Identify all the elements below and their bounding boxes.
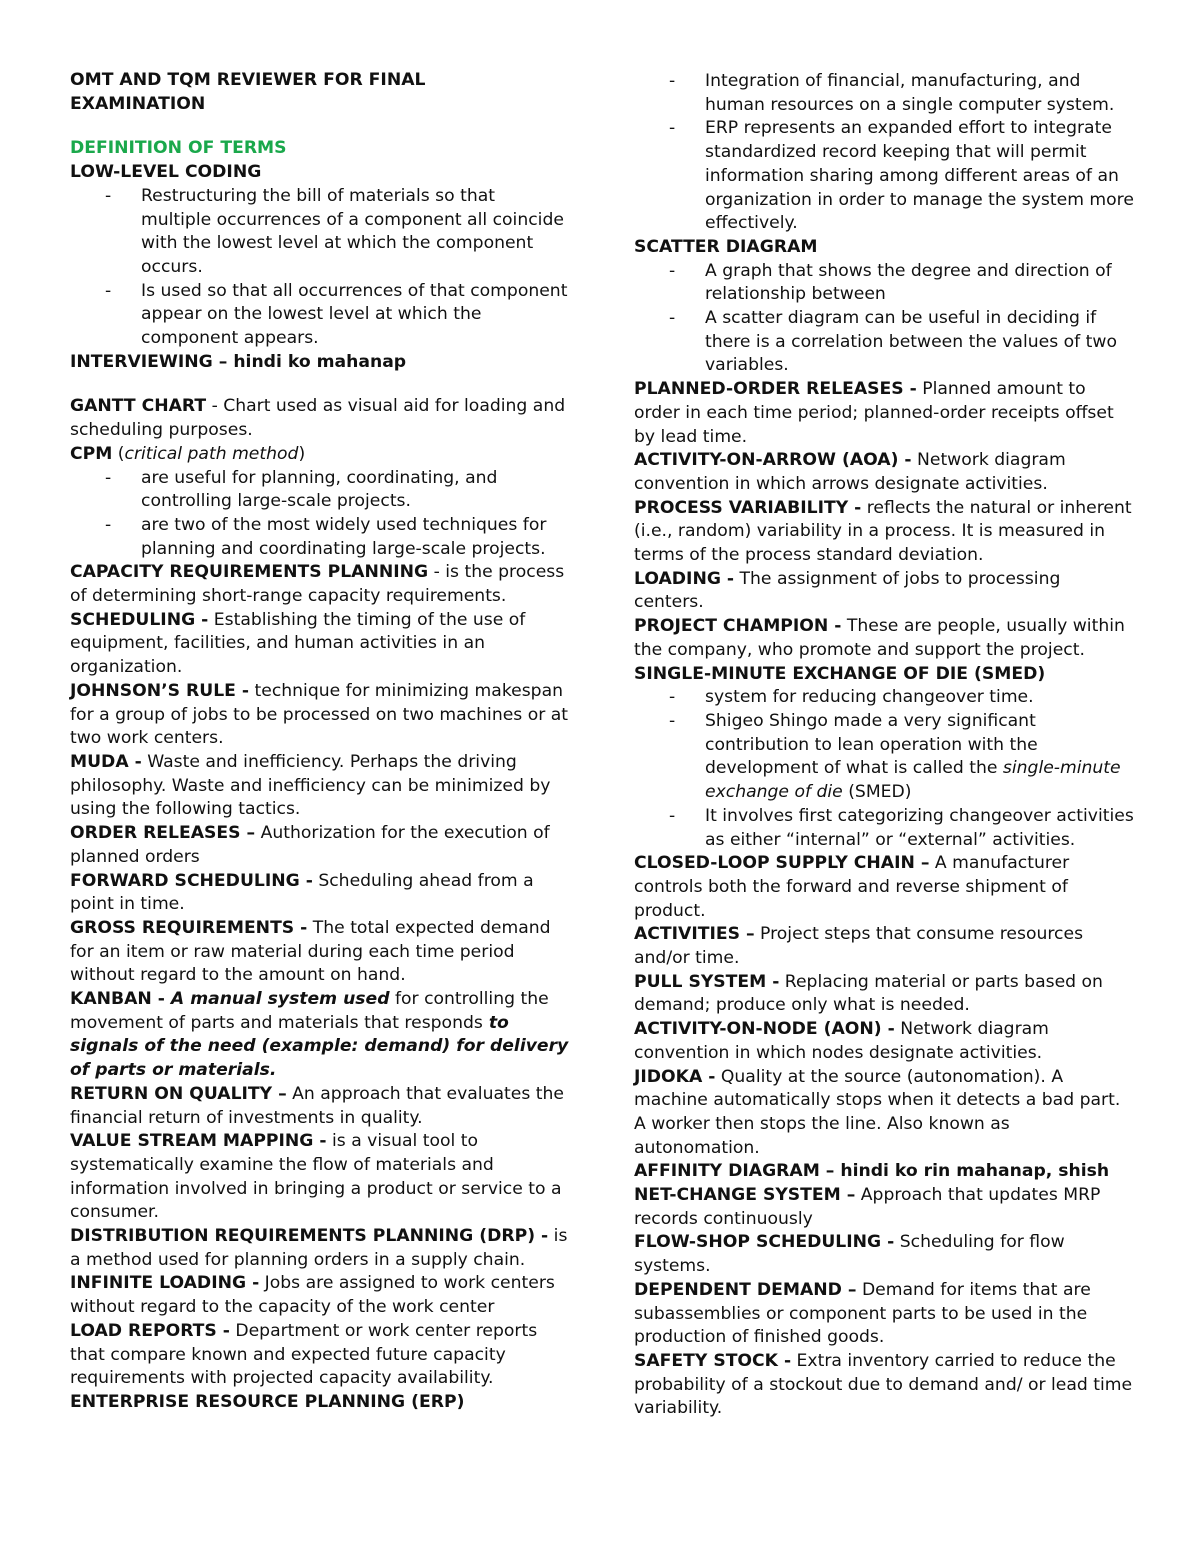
entry-load-reports bbox=[70, 1320, 570, 1391]
term-label: VALUE STREAM MAPPING - bbox=[70, 1131, 327, 1152]
term-label: CAPACITY REQUIREMENTS PLANNING bbox=[70, 562, 429, 583]
entry-forward-scheduling bbox=[70, 870, 570, 917]
entry-order-releases bbox=[70, 822, 570, 869]
term-definition: The total expected demand for an item or raw material during each time period without regard to the amount on hand. bbox=[70, 917, 551, 986]
term-definition: Authorization for the execution of planned orders bbox=[70, 823, 550, 867]
term-label: RETURN ON QUALITY – bbox=[70, 1083, 287, 1104]
entry-activities bbox=[634, 923, 1134, 970]
entry-activity-on-arrow bbox=[634, 449, 1134, 496]
entry-value-stream-mapping bbox=[70, 1130, 570, 1225]
entry-planned-order-releases bbox=[634, 378, 1134, 449]
term-low-level-coding: LOW-LEVEL CODING bbox=[70, 162, 262, 183]
entry-process-variability bbox=[634, 497, 1134, 568]
term-label: FLOW-SHOP SCHEDULING - bbox=[634, 1232, 895, 1253]
entry-drp bbox=[70, 1225, 570, 1272]
entry-scheduling bbox=[70, 609, 570, 680]
term-definition: Waste and inefficiency. Perhaps the driving philosophy. Waste and inefficiency can be minimized by using the following tactics. bbox=[70, 751, 551, 820]
term-definition: Jobs are assigned to work centers without regard to the capacity of the work center bbox=[70, 1273, 555, 1318]
entry-flow-shop-scheduling bbox=[634, 1231, 1134, 1278]
term-label: KANBAN - bbox=[70, 989, 165, 1010]
entry-closed-loop-supply-chain bbox=[634, 852, 1134, 923]
entry-capacity-requirements-planning bbox=[70, 561, 570, 608]
term-smed: SINGLE-MINUTE EXCHANGE OF DIE (SMED) bbox=[634, 663, 1046, 684]
entry-jidoka bbox=[634, 1066, 1134, 1161]
term-label: CLOSED-LOOP SUPPLY CHAIN – bbox=[634, 853, 930, 874]
term-scatter-diagram: SCATTER DIAGRAM bbox=[634, 236, 818, 257]
term-definition: reflects the natural or inherent (i.e., random) variability in a process. It is measured in terms of the process standard deviation. bbox=[634, 497, 1132, 566]
term-definition: is a visual tool to systematically examine the flow of materials and information involved in bringing a product or service to a consumer. bbox=[70, 1131, 562, 1223]
term-label: FORWARD SCHEDULING - bbox=[70, 870, 313, 891]
term-definition: These are people, usually within the company, who promote and support the project. bbox=[634, 616, 1125, 660]
cpm-bullets bbox=[70, 467, 570, 562]
term-label: JIDOKA - bbox=[634, 1066, 716, 1087]
term-label: LOAD REPORTS - bbox=[70, 1320, 230, 1341]
term-label: NET-CHANGE SYSTEM – bbox=[634, 1185, 856, 1206]
term-label: SCHEDULING - bbox=[70, 609, 209, 630]
term-erp: ENTERPRISE RESOURCE PLANNING (ERP) bbox=[70, 1391, 465, 1412]
entry-loading bbox=[634, 568, 1134, 615]
term-definition: Planned amount to order in each time period; planned-order receipts offset by lead time. bbox=[634, 379, 1114, 447]
term-definition: Establishing the timing of the use of equipment, facilities, and human activities in an organization. bbox=[70, 609, 526, 678]
term-definition: The assignment of jobs to processing centers. bbox=[634, 568, 1061, 613]
term-definition: Department or work center reports that compare known and expected future capacity requirements with projected capacity availability. bbox=[70, 1320, 538, 1389]
term-label: PROJECT CHAMPION - bbox=[634, 616, 842, 637]
term-definition: Scheduling for flow systems. bbox=[634, 1232, 1065, 1277]
term-label: ORDER RELEASES – bbox=[70, 823, 256, 844]
entry-pull-system bbox=[634, 971, 1134, 1018]
term-definition: A manufacturer controls both the forward and reverse shipment of product. bbox=[634, 853, 1070, 921]
term-label: CPM bbox=[70, 443, 113, 464]
low-level-coding-bullets bbox=[70, 185, 570, 351]
term-definition: An approach that evaluates the financial return of investments in quality. bbox=[70, 1083, 564, 1128]
entry-johnsons-rule bbox=[70, 680, 570, 751]
entry-safety-stock bbox=[634, 1350, 1134, 1421]
entry-project-champion bbox=[634, 615, 1134, 662]
scatter-bullets bbox=[634, 260, 1134, 379]
entry-net-change-system bbox=[634, 1184, 1134, 1231]
term-label: JOHNSON’S RULE - bbox=[70, 680, 250, 701]
term-definition: Approach that updates MRP records continuously bbox=[634, 1185, 1101, 1229]
term-label: PLANNED-ORDER RELEASES - bbox=[634, 379, 917, 400]
term-label: PROCESS VARIABILITY - bbox=[634, 497, 862, 518]
term-affinity-diagram: AFFINITY DIAGRAM – hindi ko rin mahanap, shish bbox=[634, 1161, 1110, 1182]
entry-gross-requirements bbox=[70, 917, 570, 988]
list-item: - Restructuring the bill of materials so that multiple occurrences of a component all coincide with the lowest level at which the component occurs. bbox=[141, 185, 570, 280]
list-item: - are useful for planning, coordinating, and controlling large-scale projects. bbox=[141, 467, 570, 514]
term-label: DISTRIBUTION REQUIREMENTS PLANNING (DRP) - bbox=[70, 1226, 549, 1247]
list-item: - Integration of financial, manufacturing, and human resources on a single computer system. bbox=[705, 70, 1134, 117]
right-column bbox=[634, 70, 1134, 1421]
erp-bullets bbox=[634, 70, 1134, 236]
term-definition: Demand for items that are subassemblies or component parts to be used in the production of finished goods. bbox=[634, 1279, 1091, 1348]
entry-activity-on-node bbox=[634, 1018, 1134, 1065]
term-definition: Replacing material or parts based on demand; produce only what is needed. bbox=[634, 971, 1103, 1016]
entry-gantt-chart bbox=[70, 395, 570, 442]
left-column bbox=[70, 69, 570, 1415]
term-definition: Project steps that consume resources and/or time. bbox=[634, 924, 1084, 969]
list-item: - are two of the most widely used techniques for planning and coordinating large-scale projects. bbox=[141, 514, 570, 561]
list-item: - A graph that shows the degree and direction of relationship between bbox=[705, 260, 1134, 307]
entry-muda bbox=[70, 751, 570, 822]
list-item: - Shigeo Shingo made a very significant contribution to lean operation with the development of what is called the single-minute exchange of die (SMED) bbox=[705, 710, 1134, 805]
entry-cpm: CPM (critical path method) bbox=[70, 443, 306, 464]
term-definition: technique for minimizing makespan for a group of jobs to be processed on two machines or at two work centers. bbox=[70, 680, 569, 749]
document-title: OMT AND TQM REVIEWER FOR FINAL EXAMINATION bbox=[70, 70, 426, 114]
term-definition: Network diagram convention in which nodes designate activities. bbox=[634, 1019, 1049, 1063]
entry-return-on-quality bbox=[70, 1083, 570, 1130]
entry-dependent-demand bbox=[634, 1279, 1134, 1350]
term-definition: - is the process of determining short-range capacity requirements. bbox=[70, 562, 565, 607]
term-definition: is a method used for planning orders in a supply chain. bbox=[70, 1226, 568, 1270]
term-label: LOADING - bbox=[634, 568, 735, 589]
list-item: - It involves first categorizing changeover activities as either “internal” or “external” activities. bbox=[705, 805, 1134, 852]
term-definition: Extra inventory carried to reduce the probability of a stockout due to demand and/ or lead time variability. bbox=[634, 1350, 1133, 1419]
term-definition: Network diagram convention in which arrows designate activities. bbox=[634, 450, 1066, 494]
term-label: MUDA - bbox=[70, 751, 142, 772]
term-definition: Quality at the source (autonomation). A machine automatically stops when it detects a bad part. A worker then stops the line. Also known as autonomation. bbox=[634, 1066, 1121, 1158]
term-label: ACTIVITY-ON-ARROW (AOA) - bbox=[634, 450, 912, 471]
term-definition: - Chart used as visual aid for loading and scheduling purposes. bbox=[70, 396, 566, 441]
section-heading: DEFINITION OF TERMS bbox=[70, 138, 287, 159]
term-label: INFINITE LOADING - bbox=[70, 1273, 260, 1294]
list-item: - A scatter diagram can be useful in deciding if there is a correlation between the values of two variables. bbox=[705, 307, 1134, 378]
list-item: - ERP represents an expanded effort to integrate standardized record keeping that will permit information sharing among different areas of an organization in order to manage the system more effectively. bbox=[705, 117, 1134, 236]
list-item: - system for reducing changeover time. bbox=[705, 686, 1134, 710]
term-label: ACTIVITY-ON-NODE (AON) - bbox=[634, 1019, 895, 1040]
term-interviewing: INTERVIEWING – hindi ko mahanap bbox=[70, 351, 407, 372]
list-item: - Is used so that all occurrences of that component appear on the lowest level at which the component appears. bbox=[141, 280, 570, 351]
entry-infinite-loading bbox=[70, 1272, 570, 1319]
term-label: SAFETY STOCK - bbox=[634, 1350, 792, 1371]
smed-bullets bbox=[634, 686, 1134, 852]
term-label: PULL SYSTEM - bbox=[634, 971, 780, 992]
entry-kanban: KANBAN - A manual system used for controlling the movement of parts and materials that responds to signals of the need (example: demand) for delivery of parts or materials. bbox=[70, 989, 569, 1081]
term-label: GANTT CHART bbox=[70, 396, 207, 417]
term-label: GROSS REQUIREMENTS - bbox=[70, 917, 308, 938]
term-label: DEPENDENT DEMAND – bbox=[634, 1279, 857, 1300]
term-label: ACTIVITIES – bbox=[634, 924, 755, 945]
term-definition: Scheduling ahead from a point in time. bbox=[70, 870, 534, 915]
